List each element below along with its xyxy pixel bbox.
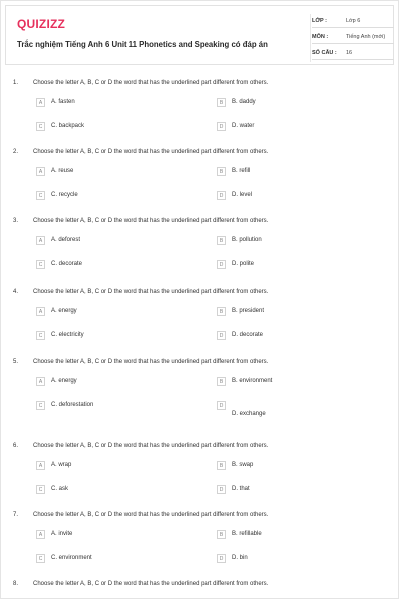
option-text: B. pollution	[232, 237, 262, 243]
meta-label-class: LỚP :	[312, 18, 327, 24]
option-letter-box: A	[36, 530, 45, 539]
option-letter-box: D	[217, 122, 226, 131]
question-number: 3.	[13, 218, 19, 224]
option-letter-box: A	[36, 167, 45, 176]
option-letter-box: B	[217, 307, 226, 316]
option-letter-box: D	[217, 191, 226, 200]
option-letter-box: B	[217, 236, 226, 245]
question-number: 2.	[13, 149, 19, 155]
option-text: B. swap	[232, 462, 254, 468]
option-text: A. deforest	[51, 237, 81, 243]
question-number: 7.	[13, 512, 19, 518]
question-number: 6.	[13, 443, 19, 449]
option-text: B. president	[232, 308, 265, 314]
option-text: D. that	[232, 486, 250, 492]
question-text: Choose the letter A, B, C or D the word that has the underlined part different from others.	[33, 289, 269, 295]
option-text: C. environment	[51, 555, 92, 561]
option-text: C. decorate	[51, 261, 83, 267]
option-text: A. energy	[51, 378, 77, 384]
worksheet-title: Trắc nghiệm Tiếng Anh 6 Unit 11 Phonetics and Speaking có đáp án	[17, 40, 268, 49]
option-letter-box: D	[217, 485, 226, 494]
option-letter-box: B	[217, 461, 226, 470]
option-text: A. energy	[51, 308, 77, 314]
option-text: C. recycle	[51, 192, 78, 198]
option-text: D. exchange	[232, 411, 266, 417]
option-letter-box: C	[36, 122, 45, 131]
option-text: C. deforestation	[51, 402, 94, 408]
option-letter-box: C	[36, 554, 45, 563]
question-text: Choose the letter A, B, C or D the word that has the underlined part different from others.	[33, 218, 269, 224]
question-text: Choose the letter A, B, C or D the word that has the underlined part different from others.	[33, 512, 269, 518]
option-letter-box: C	[36, 331, 45, 340]
option-letter-box: C	[36, 260, 45, 269]
option-text: B. refill	[232, 168, 251, 174]
option-letter-box: A	[36, 461, 45, 470]
option-letter-box: A	[36, 236, 45, 245]
option-text: A. reuse	[51, 168, 74, 174]
option-text: B. environment	[232, 378, 273, 384]
option-letter-box: A	[36, 377, 45, 386]
option-text: D. bin	[232, 555, 248, 561]
meta-label-count: SỐ CÂU :	[312, 50, 337, 56]
option-text: D. polite	[232, 261, 255, 267]
option-letter-box: D	[217, 260, 226, 269]
option-text: B. refillable	[232, 531, 262, 537]
option-letter-box: A	[36, 307, 45, 316]
question-number: 5.	[13, 359, 19, 365]
question-text: Choose the letter A, B, C or D the word that has the underlined part different from others.	[33, 443, 269, 449]
meta-value-count: 16	[346, 50, 353, 56]
meta-row-class	[312, 15, 394, 28]
meta-label-subject: MÔN :	[312, 34, 329, 40]
option-letter-box: C	[36, 401, 45, 410]
quizizz-logo: QUIZIZZ	[17, 17, 66, 31]
question-number: 8.	[13, 581, 19, 587]
option-text: C. ask	[51, 486, 69, 492]
meta-divider	[310, 14, 311, 62]
option-text: A. invite	[51, 531, 73, 537]
option-letter-box: D	[217, 401, 226, 410]
question-number: 1.	[13, 80, 19, 86]
option-text: A. fasten	[51, 99, 75, 105]
question-text: Choose the letter A, B, C or D the word that has the underlined part different from others.	[33, 149, 269, 155]
option-letter-box: B	[217, 98, 226, 107]
question-text: Choose the letter A, B, C or D the word that has the underlined part different from others.	[33, 80, 269, 86]
worksheet-header	[5, 5, 394, 65]
option-letter-box: A	[36, 98, 45, 107]
option-text: D. level	[232, 192, 253, 198]
option-letter-box: C	[36, 485, 45, 494]
question-text: Choose the letter A, B, C or D the word that has the underlined part different from others.	[33, 581, 269, 587]
option-text: A. wrap	[51, 462, 72, 468]
option-text: B. daddy	[232, 99, 256, 105]
option-text: D. water	[232, 123, 255, 129]
meta-value-class: Lớp 6	[346, 18, 361, 24]
option-letter-box: D	[217, 554, 226, 563]
option-letter-box: B	[217, 167, 226, 176]
option-letter-box: D	[217, 331, 226, 340]
option-text: C. backpack	[51, 123, 85, 129]
meta-value-subject: Tiếng Anh (mới)	[346, 34, 386, 40]
option-letter-box: B	[217, 530, 226, 539]
option-letter-box: C	[36, 191, 45, 200]
option-text: C. electricity	[51, 332, 84, 338]
question-number: 4.	[13, 289, 19, 295]
meta-row-subject	[312, 31, 394, 44]
meta-row-count	[312, 47, 394, 60]
option-text: D. decorate	[232, 332, 264, 338]
option-letter-box: B	[217, 377, 226, 386]
question-text: Choose the letter A, B, C or D the word that has the underlined part different from others.	[33, 359, 269, 365]
